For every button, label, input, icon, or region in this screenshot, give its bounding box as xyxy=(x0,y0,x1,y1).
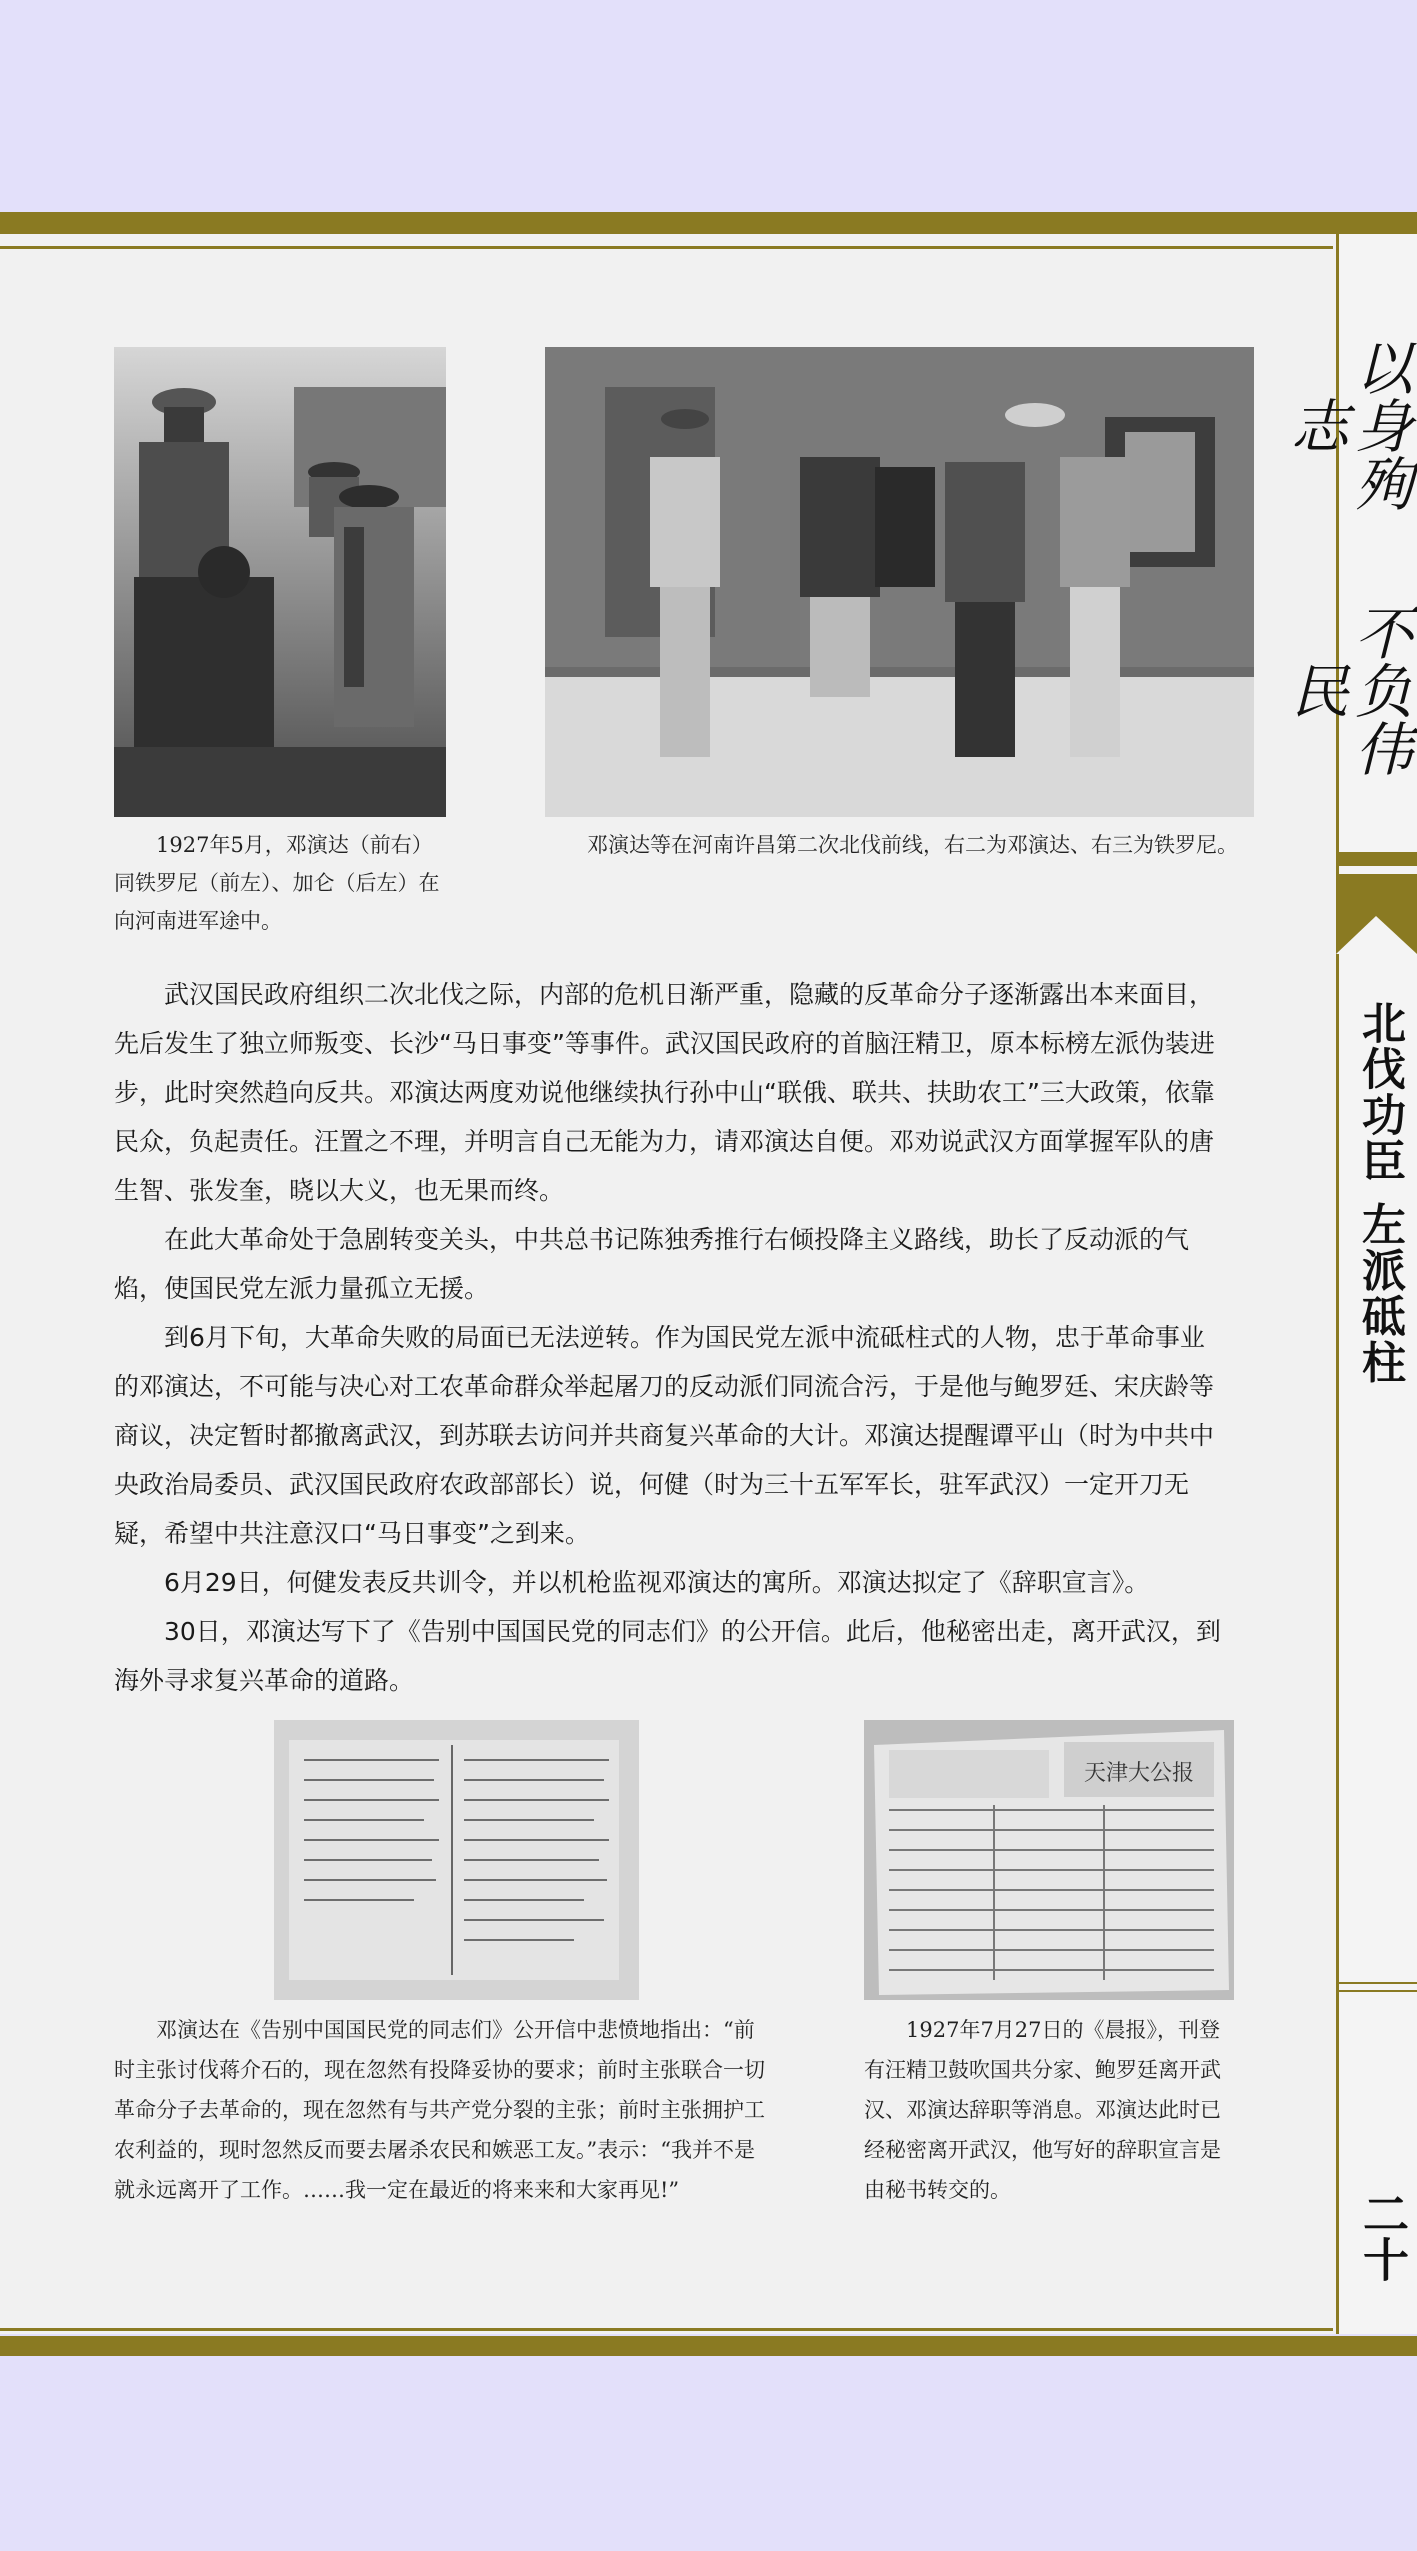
paragraph: 6月29日，何健发表反共训令，并以机枪监视邓演达的寓所。邓演达拟定了《辞职宣言》。 xyxy=(164,1568,1150,1597)
photo-open-letter xyxy=(274,1720,639,2000)
caption-photo-1: 1927年5月，邓演达（前右）同铁罗尼（前左）、加仑（后左）在向河南进军途中。 xyxy=(114,833,440,933)
bottom-rule xyxy=(0,2328,1333,2331)
photo-march-to-henan xyxy=(114,347,446,817)
photo-chenbao-newspaper xyxy=(864,1720,1234,2000)
photo-xuchang-front xyxy=(545,347,1254,817)
caption-open-letter: 邓演达在《告别中国国民党的同志们》公开信中悲愤地指出：“前时主张讨伐蒋介石的，现在忽然有投降妥协的要求；前时主张联合一切革命分子去革命的，现在忽然有与共产党分裂的主张；前时主张拥护工农利益的，现时忽然反而要去屠杀农民和嫉恶工友。”表示：“我并不是就永远离开了工作。……我一定在最近的将来来和大家再见!” xyxy=(114,2018,765,2202)
side-rule-2 xyxy=(1336,1990,1417,1992)
newspaper-masthead: 天津大公报 xyxy=(1083,1761,1195,1786)
page-number: 二十 xyxy=(1356,2190,1410,2282)
article-body xyxy=(114,970,1224,1705)
bottom-border-band xyxy=(0,2336,1417,2356)
side-band-upper xyxy=(1336,852,1417,866)
top-border-band xyxy=(0,212,1417,234)
caption-photo-2: 邓演达等在河南许昌第二次北伐前线，右二为邓演达、右三为铁罗尼。 xyxy=(587,833,1238,857)
chevron-up-icon xyxy=(1336,874,1417,954)
top-rule xyxy=(0,246,1333,249)
caption-newspaper: 1927年7月27日的《晨报》，刊登有汪精卫鼓吹国共分家、鲍罗廷离开武汉、邓演达辞职等消息。邓演达此时已经秘密离开武汉，他写好的辞职宣言是由秘书转交的。 xyxy=(864,2018,1221,2202)
calligraphy-bottom: 不负伟民 xyxy=(1281,603,1413,777)
side-rule-1 xyxy=(1336,1982,1417,1984)
paragraph: 在此大革命处于急剧转变关头，中共总书记陈独秀推行右倾投降主义路线，助长了反动派的气焰，使国民党左派力量孤立无援。 xyxy=(114,1225,1190,1303)
paragraph: 30日，邓演达写下了《告别中国国民党的同志们》的公开信。此后，他秘密出走，离开武汉，到海外寻求复兴革命的道路。 xyxy=(114,1617,1221,1695)
paragraph: 到6月下旬，大革命失败的局面已无法逆转。作为国民党左派中流砥柱式的人物，忠于革命事业的邓演达，不可能与决心对工农革命群众举起屠刀的反动派们同流合污，于是他与鲍罗廷、宋庆龄等商议，决定暂时都撤离武汉，到苏联去访问并共商复兴革命的大计。邓演达提醒谭平山（时为中共中央政治局委员、武汉国民政府农政部部长）说，何健（时为三十五军军长，驻军武汉）一定开刀无疑，希望中共注意汉口“马日事变”之到来。 xyxy=(114,1323,1215,1548)
paragraph: 武汉国民政府组织二次北伐之际，内部的危机日渐严重，隐藏的反革命分子逐渐露出本来面目，先后发生了独立师叛变、长沙“马日事变”等事件。武汉国民政府的首脑汪精卫，原本标榜左派伪装进步，此时突然趋向反共。邓演达两度劝说他继续执行孙中山“联俄、联共、扶助农工”三大政策，依靠民众，负起责任。汪置之不理，并明言自己无能为力，请邓演达自便。邓劝说武汉方面掌握军队的唐生智、张发奎，晓以大义，也无果而终。 xyxy=(114,980,1215,1205)
side-band-chevron xyxy=(1336,874,1417,954)
chapter-title: 北伐功臣 左派砥柱 xyxy=(1354,1000,1405,1386)
calligraphy-top: 以身殉志 xyxy=(1281,338,1413,512)
